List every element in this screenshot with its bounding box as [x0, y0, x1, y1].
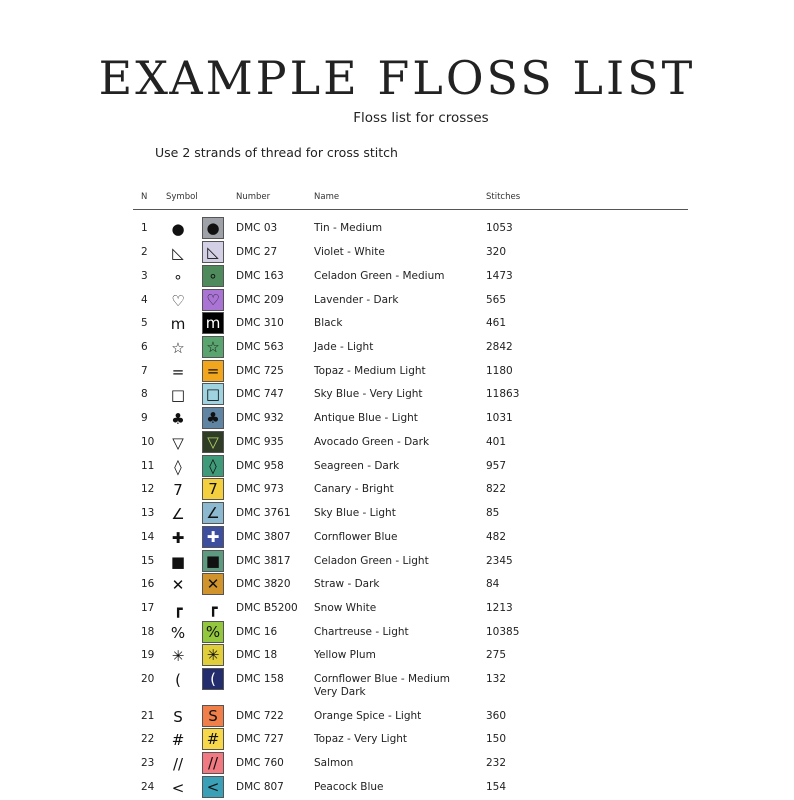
- floss-name: Tin - Medium: [314, 222, 383, 234]
- row-number: 9: [141, 412, 148, 424]
- color-swatch: ∠: [202, 502, 224, 524]
- floss-number: DMC 563: [236, 341, 284, 353]
- double-slash-icon: //: [172, 754, 184, 773]
- row-number: 1: [141, 222, 148, 234]
- table-row: [0, 265, 794, 289]
- stitch-count: 10385: [486, 626, 520, 638]
- row-number: 23: [141, 757, 155, 769]
- heart-icon: ♡: [171, 291, 185, 310]
- color-swatch: ◊: [202, 455, 224, 477]
- stitch-count: 2345: [486, 555, 513, 567]
- stitch-count: 1473: [486, 270, 513, 282]
- floss-name: Violet - White: [314, 246, 385, 258]
- floss-name: Canary - Bright: [314, 483, 394, 495]
- s-glyph-icon: S: [173, 707, 183, 726]
- floss-number: DMC 973: [236, 483, 284, 495]
- table-row: [0, 407, 794, 431]
- header-stitches: Stitches: [486, 192, 521, 202]
- color-swatch: #: [202, 728, 224, 750]
- table-row: [0, 289, 794, 313]
- row-number: 17: [141, 602, 155, 614]
- floss-number: DMC 722: [236, 710, 284, 722]
- stitch-count: 565: [486, 294, 507, 306]
- floss-name: Orange Spice - Light: [314, 710, 422, 722]
- floss-number: DMC 747: [236, 388, 284, 400]
- floss-number: DMC 760: [236, 757, 284, 769]
- color-swatch: =: [202, 360, 224, 382]
- table-row: [0, 597, 794, 621]
- table-row: [0, 705, 794, 729]
- table-row: [0, 241, 794, 265]
- row-number: 8: [141, 388, 148, 400]
- table-row: [0, 502, 794, 526]
- row-number: 7: [141, 365, 148, 377]
- percent-icon: %: [170, 623, 186, 642]
- cross-outline-icon: ✚: [171, 528, 185, 547]
- stitch-count: 482: [486, 531, 507, 543]
- row-number: 19: [141, 649, 155, 661]
- stitch-count: 320: [486, 246, 507, 258]
- header-symbol: Symbol: [166, 192, 198, 202]
- page-title: EXAMPLE FLOSS LIST: [98, 51, 696, 105]
- color-swatch: ♡: [202, 289, 224, 311]
- row-number: 3: [141, 270, 148, 282]
- table-row: [0, 431, 794, 455]
- club-icon: ♣: [171, 409, 185, 428]
- stitch-count: 1213: [486, 602, 513, 614]
- color-swatch: <: [202, 776, 224, 798]
- stitch-count: 275: [486, 649, 507, 661]
- crescent-icon: (: [175, 670, 181, 689]
- floss-number: DMC 310: [236, 317, 284, 329]
- floss-name: Avocado Green - Dark: [314, 436, 430, 448]
- row-number: 24: [141, 781, 155, 793]
- table-row: [0, 526, 794, 550]
- table-row: [0, 217, 794, 241]
- color-swatch: ✕: [202, 573, 224, 595]
- floss-name: Antique Blue - Light: [314, 412, 418, 424]
- floss-name: Peacock Blue: [314, 781, 384, 793]
- floss-number: DMC 03: [236, 222, 278, 234]
- color-swatch: (: [202, 668, 224, 690]
- table-row: [0, 668, 794, 698]
- color-swatch: ▽: [202, 431, 224, 453]
- floss-name: Celadon Green - Light: [314, 555, 429, 567]
- color-swatch: ●: [202, 217, 224, 239]
- floss-name: Cornflower Blue: [314, 531, 398, 543]
- floss-number: DMC 3761: [236, 507, 291, 519]
- floss-name: Sky Blue - Very Light: [314, 388, 423, 400]
- floss-name: Black: [314, 317, 343, 329]
- floss-number: DMC 3820: [236, 578, 291, 590]
- floss-name: Sky Blue - Light: [314, 507, 396, 519]
- stitch-count: 232: [486, 757, 507, 769]
- corner-icon: ┏: [173, 599, 183, 618]
- hash-icon: #: [171, 730, 185, 749]
- floss-name: Topaz - Very Light: [314, 733, 408, 745]
- floss-name: Lavender - Dark: [314, 294, 399, 306]
- stitch-count: 154: [486, 781, 507, 793]
- right-triangle-icon: ◺: [172, 243, 184, 262]
- table-row: [0, 573, 794, 597]
- header-number: Number: [236, 192, 271, 202]
- stitch-count: 11863: [486, 388, 520, 400]
- stitch-count: 150: [486, 733, 507, 745]
- instruction-text: Use 2 strands of thread for cross stitch: [155, 145, 398, 160]
- asterisk-icon: ✳: [171, 646, 185, 665]
- m-glyph-icon: m: [170, 314, 186, 333]
- table-row: [0, 478, 794, 502]
- floss-name: Topaz - Medium Light: [314, 365, 426, 377]
- row-number: 18: [141, 626, 155, 638]
- filled-circle-icon: ●: [171, 219, 185, 238]
- color-swatch: ✳: [202, 644, 224, 666]
- diamond-icon: ◊: [174, 457, 182, 476]
- header-n: N: [141, 192, 148, 202]
- stitch-count: 360: [486, 710, 507, 722]
- floss-name: Yellow Plum: [314, 649, 376, 661]
- stitch-count: 132: [486, 673, 507, 685]
- table-row: [0, 455, 794, 479]
- row-number: 21: [141, 710, 155, 722]
- square-outline-icon: □: [170, 385, 186, 404]
- floss-name: Snow White: [314, 602, 377, 614]
- color-swatch: 7: [202, 478, 224, 500]
- color-swatch: S: [202, 705, 224, 727]
- row-number: 14: [141, 531, 155, 543]
- floss-number: DMC 18: [236, 649, 278, 661]
- stitch-count: 84: [486, 578, 500, 590]
- equals-icon: =: [171, 362, 185, 381]
- floss-name: Salmon: [314, 757, 354, 769]
- table-row: [0, 644, 794, 668]
- table-row: [0, 383, 794, 407]
- row-number: 5: [141, 317, 148, 329]
- color-swatch: //: [202, 752, 224, 774]
- stitch-count: 957: [486, 460, 507, 472]
- row-number: 16: [141, 578, 155, 590]
- color-swatch: %: [202, 621, 224, 643]
- floss-name: Cornflower Blue - Medium Very Dark: [314, 673, 450, 698]
- stitch-count: 2842: [486, 341, 513, 353]
- row-number: 20: [141, 673, 155, 685]
- row-number: 10: [141, 436, 155, 448]
- table-row: [0, 752, 794, 776]
- small-square-icon: ■: [170, 552, 186, 571]
- stitch-count: 822: [486, 483, 507, 495]
- subtitle: Floss list for crosses: [353, 110, 489, 126]
- floss-number: DMC 3807: [236, 531, 291, 543]
- table-row: [0, 336, 794, 360]
- floss-number: DMC 16: [236, 626, 278, 638]
- floss-number: DMC 209: [236, 294, 284, 306]
- color-swatch: m: [202, 312, 224, 334]
- color-swatch: ◺: [202, 241, 224, 263]
- floss-number: DMC B5200: [236, 602, 298, 614]
- floss-number: DMC 807: [236, 781, 284, 793]
- row-number: 15: [141, 555, 155, 567]
- floss-number: DMC 158: [236, 673, 284, 685]
- table-row: [0, 621, 794, 645]
- small-circle-icon: ∘: [173, 267, 183, 286]
- floss-number: DMC 27: [236, 246, 278, 258]
- color-swatch: ┏: [202, 597, 224, 619]
- stitch-count: 1053: [486, 222, 513, 234]
- color-swatch: ■: [202, 550, 224, 572]
- row-number: 13: [141, 507, 155, 519]
- stitch-count: 1031: [486, 412, 513, 424]
- floss-number: DMC 958: [236, 460, 284, 472]
- x-mark-icon: ✕: [171, 575, 185, 594]
- stitch-count: 85: [486, 507, 500, 519]
- row-number: 4: [141, 294, 148, 306]
- header-divider: [133, 209, 688, 210]
- color-swatch: ♣: [202, 407, 224, 429]
- floss-number: DMC 163: [236, 270, 284, 282]
- stitch-count: 1180: [486, 365, 513, 377]
- row-number: 12: [141, 483, 155, 495]
- row-number: 6: [141, 341, 148, 353]
- header-name: Name: [314, 192, 340, 202]
- color-swatch: ∘: [202, 265, 224, 287]
- floss-name: Jade - Light: [314, 341, 374, 353]
- down-triangle-icon: ▽: [172, 433, 184, 452]
- floss-name: Celadon Green - Medium: [314, 270, 445, 282]
- row-number: 22: [141, 733, 155, 745]
- angle-icon: ∠: [171, 504, 185, 523]
- table-row: [0, 776, 794, 800]
- color-swatch: ☆: [202, 336, 224, 358]
- table-row: [0, 312, 794, 336]
- seven-glyph-icon: 7: [173, 480, 183, 499]
- color-swatch: ✚: [202, 526, 224, 548]
- stitch-count: 401: [486, 436, 507, 448]
- floss-number: DMC 725: [236, 365, 284, 377]
- stitch-count: 461: [486, 317, 507, 329]
- row-number: 2: [141, 246, 148, 258]
- star-icon: ☆: [171, 338, 185, 357]
- floss-name: Straw - Dark: [314, 578, 380, 590]
- floss-number: DMC 935: [236, 436, 284, 448]
- floss-name: Seagreen - Dark: [314, 460, 400, 472]
- chevron-left-icon: <: [171, 778, 185, 797]
- floss-name: Chartreuse - Light: [314, 626, 409, 638]
- table-row: [0, 728, 794, 752]
- floss-number: DMC 932: [236, 412, 284, 424]
- floss-number: DMC 727: [236, 733, 284, 745]
- table-row: [0, 550, 794, 574]
- table-row: [0, 360, 794, 384]
- row-number: 11: [141, 460, 155, 472]
- floss-number: DMC 3817: [236, 555, 291, 567]
- color-swatch: □: [202, 383, 224, 405]
